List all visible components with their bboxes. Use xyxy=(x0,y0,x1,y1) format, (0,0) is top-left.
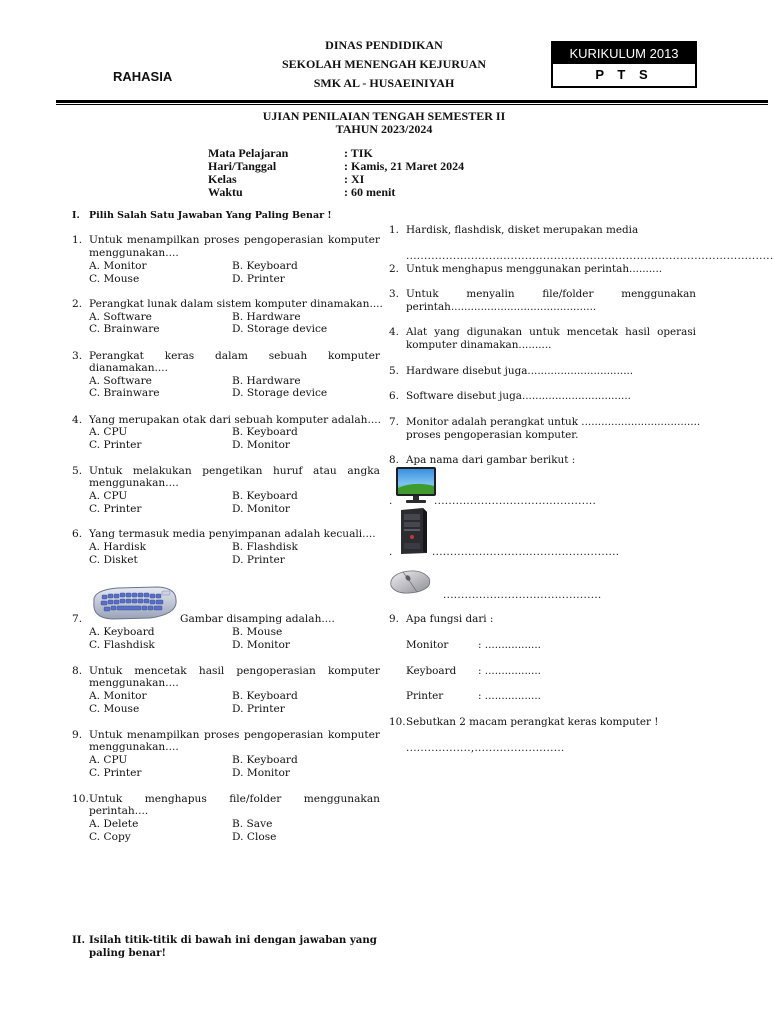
mc-q4-option-b: B. Keyboard xyxy=(232,426,298,438)
essay-q1-text: Hardisk, flashdisk, disket merupakan media xyxy=(406,224,639,236)
curriculum-label: KURIKULUM 2013 xyxy=(553,43,695,64)
keyboard-image xyxy=(88,582,180,624)
essay-q4-text: Alat yang digunakan untuk mencetak hasil operasi xyxy=(406,326,696,338)
essay-q10-text: Sebutkan 2 macam perangkat keras komputer ! xyxy=(406,716,659,728)
cpu-image xyxy=(396,507,430,555)
mc-q6-option-b: B. Flashdisk xyxy=(232,541,298,553)
header-dinas: DINAS PENDIDIKAN xyxy=(325,38,443,52)
mc-q9-option-b: B. Keyboard xyxy=(232,754,298,766)
mc-q7-option-c: C. Flashdisk xyxy=(89,639,155,651)
essay-q9-number: 9. xyxy=(389,613,399,625)
essay-q10-answer-line: ..................,......................... xyxy=(406,742,565,754)
mc-q2-option-b: B. Hardware xyxy=(232,311,301,323)
mc-q1-text-cont: menggunakan.... xyxy=(89,247,179,259)
mc-q10-option-c: C. Copy xyxy=(89,831,131,843)
essay-q9-item-monitor-answer: : ................. xyxy=(478,639,541,651)
essay-q9-text: Apa fungsi dari : xyxy=(406,613,494,625)
essay-q9-item-printer-answer: : ................. xyxy=(478,690,541,702)
subject-label: Mata Pelajaran xyxy=(208,146,289,160)
mc-q6-option-a: A. Hardisk xyxy=(89,541,147,553)
time-label: Waktu xyxy=(208,185,243,199)
mc-q7-number: 7. xyxy=(72,613,83,625)
mc-q6-number: 6. xyxy=(72,528,83,540)
essay-q9-item-monitor: Monitor xyxy=(406,639,449,651)
essay-q4-number: 4. xyxy=(389,326,399,338)
mc-q1-option-a: A. Monitor xyxy=(89,260,147,272)
mc-q2-option-a: A. Software xyxy=(89,311,152,323)
date-value: : Kamis, 21 Maret 2024 xyxy=(344,159,465,173)
mc-q4-option-c: C. Printer xyxy=(89,439,142,451)
mc-q1-text: Untuk menampilkan proses pengoperasian komputer xyxy=(89,234,380,246)
mc-q1-option-b: B. Keyboard xyxy=(232,260,298,272)
mc-q4-option-d: D. Monitor xyxy=(232,439,290,451)
mc-q4-option-a: A. CPU xyxy=(89,426,128,438)
subject-value: : TIK xyxy=(344,146,373,160)
exam-year: TAHUN 2023/2024 xyxy=(335,122,433,136)
mc-q8-text-cont: menggunakan.... xyxy=(89,677,179,689)
class-value: : XI xyxy=(344,172,365,186)
essay-q6-number: 6. xyxy=(389,390,399,402)
essay-q1-number: 1. xyxy=(389,224,399,236)
mc-q5-text-cont: menggunakan.... xyxy=(89,477,179,489)
mc-q8-option-b: B. Keyboard xyxy=(232,690,298,702)
essay-q8-image1-marker: . xyxy=(389,495,393,507)
exam-code: P T S xyxy=(553,64,695,86)
essay-q2-number: 2. xyxy=(389,263,399,275)
mc-q1-option-c: C. Mouse xyxy=(89,273,140,285)
mc-q7-option-b: B. Mouse xyxy=(232,626,283,638)
mc-q8-option-a: A. Monitor xyxy=(89,690,147,702)
essay-q7-text: Monitor adalah perangkat untuk .................................... xyxy=(406,416,701,428)
mc-q10-option-a: A. Delete xyxy=(89,818,139,830)
curriculum-box xyxy=(551,41,697,88)
essay-q8-text: Apa nama dari gambar berikut : xyxy=(406,454,576,466)
essay-q3-text: Untuk menyalin file/folder menggunakan xyxy=(406,288,696,300)
mc-q5-option-c: C. Printer xyxy=(89,503,142,515)
mc-q9-number: 9. xyxy=(72,729,83,741)
mc-q8-text: Untuk mencetak hasil pengoperasian komputer xyxy=(89,665,380,677)
section-2-number: II. xyxy=(72,934,86,946)
essay-q8-image1-answer: ............................................. xyxy=(434,495,597,507)
mc-q5-option-a: A. CPU xyxy=(89,490,128,502)
mc-q10-text-cont: perintah.... xyxy=(89,805,149,817)
class-label: Kelas xyxy=(208,172,237,186)
essay-q9-item-keyboard: Keyboard xyxy=(406,665,457,677)
mc-q5-number: 5. xyxy=(72,465,83,477)
mc-q2-option-d: D. Storage device xyxy=(232,323,328,335)
mc-q8-number: 8. xyxy=(72,665,83,677)
essay-q7-number: 7. xyxy=(389,416,399,428)
mc-q1-number: 1. xyxy=(72,234,83,246)
mc-q10-option-b: B. Save xyxy=(232,818,273,830)
mc-q10-number: 10. xyxy=(72,793,89,805)
section-1-title: Pilih Salah Satu Jawaban Yang Paling Benar ! xyxy=(89,210,332,221)
essay-q10-number: 10. xyxy=(389,716,406,728)
mc-q4-number: 4. xyxy=(72,414,83,426)
time-value: : 60 menit xyxy=(344,185,396,199)
monitor-image xyxy=(394,466,438,504)
header-school-type: SEKOLAH MENENGAH KEJURUAN xyxy=(281,57,487,71)
mc-q5-option-d: D. Monitor xyxy=(232,503,290,515)
essay-q4-text-cont: komputer dinamakan.......... xyxy=(406,339,552,351)
mc-q4-text: Yang merupakan otak dari sebuah komputer adalah.... xyxy=(89,414,381,426)
mc-q6-option-c: C. Disket xyxy=(89,554,138,566)
mc-q8-option-c: C. Mouse xyxy=(89,703,140,715)
header-rule-thin xyxy=(56,104,768,105)
mc-q6-option-d: D. Printer xyxy=(232,554,285,566)
mc-q3-option-b: B. Hardware xyxy=(232,375,301,387)
essay-q9-item-printer: Printer xyxy=(406,690,444,702)
essay-q8-number: 8. xyxy=(389,454,399,466)
date-label: Hari/Tanggal xyxy=(208,159,277,173)
confidential-label: RAHASIA xyxy=(113,69,173,84)
essay-q2-text: Untuk menghapus menggunakan perintah.......... xyxy=(406,263,663,275)
essay-q1-answer-line: ...................................................................................................... xyxy=(406,250,774,262)
essay-q7-text-cont: proses pengoperasian komputer. xyxy=(406,429,579,441)
essay-q6-text: Software disebut juga................................. xyxy=(406,390,631,402)
mc-q9-text: Untuk menampilkan proses pengoperasian komputer xyxy=(89,729,380,741)
mc-q2-text: Perangkat lunak dalam sistem komputer dinamakan.... xyxy=(89,298,383,310)
essay-q3-number: 3. xyxy=(389,288,399,300)
mc-q7-text: Gambar disamping adalah.... xyxy=(180,613,335,625)
mc-q3-text: Perangkat keras dalam sebuah komputer xyxy=(89,350,380,362)
header-school-name: SMK AL - HUSAEINIYAH xyxy=(313,76,455,90)
mc-q9-option-c: C. Printer xyxy=(89,767,142,779)
mc-q3-text-cont: dianamakan.... xyxy=(89,362,169,374)
mc-q5-text: Untuk melakukan pengetikan huruf atau angka xyxy=(89,465,380,477)
mc-q2-number: 2. xyxy=(72,298,83,310)
mc-q10-text: Untuk menghapus file/folder menggunakan xyxy=(89,793,380,805)
mc-q7-option-d: D. Monitor xyxy=(232,639,290,651)
essay-q8-image2-marker: . xyxy=(389,546,393,558)
essay-q3-text-cont: perintah............................................ xyxy=(406,301,597,313)
mc-q9-option-a: A. CPU xyxy=(89,754,128,766)
mouse-image xyxy=(387,568,433,596)
mc-q10-option-d: D. Close xyxy=(232,831,277,843)
mc-q6-text: Yang termasuk media penyimpanan adalah kecuali.... xyxy=(89,528,376,540)
mc-q3-number: 3. xyxy=(72,350,83,362)
essay-q9-item-keyboard-answer: : ................. xyxy=(478,665,541,677)
mc-q5-option-b: B. Keyboard xyxy=(232,490,298,502)
mc-q2-option-c: C. Brainware xyxy=(89,323,160,335)
essay-q8-image3-answer: ............................................ xyxy=(443,589,602,601)
mc-q3-option-c: C. Brainware xyxy=(89,387,160,399)
essay-q8-image2-answer: .................................................... xyxy=(432,546,620,558)
mc-q8-option-d: D. Printer xyxy=(232,703,285,715)
mc-q1-option-d: D. Printer xyxy=(232,273,285,285)
mc-q9-text-cont: menggunakan.... xyxy=(89,741,179,753)
essay-q5-text: Hardware disebut juga................................ xyxy=(406,365,634,377)
mc-q7-option-a: A. Keyboard xyxy=(89,626,155,638)
mc-q3-option-a: A. Software xyxy=(89,375,152,387)
mc-q9-option-d: D. Monitor xyxy=(232,767,290,779)
section-2-title: Isilah titik-titik di bawah ini dengan jawaban yang xyxy=(89,934,377,946)
exam-title: UJIAN PENILAIAN TENGAH SEMESTER II xyxy=(262,109,506,123)
essay-q5-number: 5. xyxy=(389,365,399,377)
section-1-number: I. xyxy=(72,210,80,221)
section-2-title-cont: paling benar! xyxy=(89,947,166,959)
mc-q3-option-d: D. Storage device xyxy=(232,387,328,399)
header-rule-thick xyxy=(56,100,768,103)
